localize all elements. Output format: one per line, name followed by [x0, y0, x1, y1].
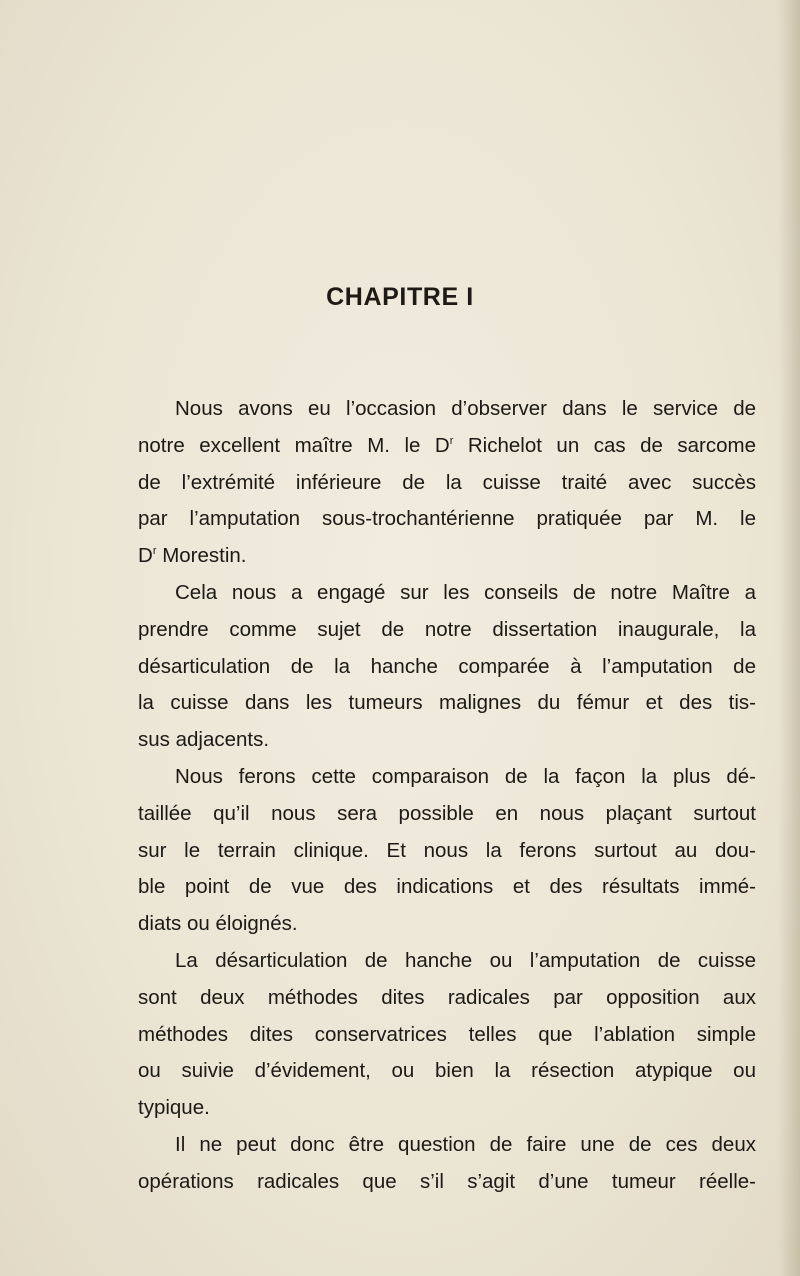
text-line: sur le terrain clinique. Et nous la ferons surtout au dou- — [138, 838, 756, 862]
text-line: sont deux méthodes dites radicales par opposition aux — [138, 985, 756, 1009]
text-line: taillée qu’il nous sera possible en nous plaçant surtout — [138, 801, 756, 825]
text-line: désarticulation de la hanche comparée à l’amputation de — [138, 654, 756, 678]
text-line: prendre comme sujet de notre dissertation inaugurale, la — [138, 617, 756, 641]
text-line: opérations radicales que s’il s’agit d’une tumeur réelle- — [138, 1169, 756, 1193]
text-line: de l’extrémité inférieure de la cuisse traité avec succès — [138, 470, 756, 494]
text-line: Nous ferons cette comparaison de la façon la plus dé- — [175, 764, 756, 788]
text-line: la cuisse dans les tumeurs malignes du fémur et des tis- — [138, 691, 756, 715]
body-text — [138, 391, 756, 1201]
chapter-title: CHAPITRE I — [326, 283, 474, 311]
page-edge-shadow — [778, 0, 800, 1276]
text-line: ble point de vue des indications et des résultats immé- — [138, 875, 756, 899]
text-line: typique. — [138, 1096, 210, 1120]
text-line: Il ne peut donc être question de faire une de ces deux — [175, 1132, 756, 1156]
text-line: Nous avons eu l’occasion d’observer dans le service de — [175, 397, 756, 420]
text-line: La désarticulation de hanche ou l’amputation de cuisse — [175, 948, 756, 972]
text-line: notre excellent maître M. le $D^r$ Richelot un cas de sarcome — [138, 433, 756, 457]
text-line: $D^r$ Morestin. — [138, 544, 247, 568]
text-line: diats ou éloignés. — [138, 912, 298, 936]
text-line: sus adjacents. — [138, 728, 270, 752]
text-line: par l’amputation sous-trochantérienne pratiquée par M. le — [138, 507, 756, 531]
text-line: méthodes dites conservatrices telles que l’ablation simple — [138, 1022, 756, 1046]
text-line: Cela nous a engagé sur les conseils de notre Maître a — [175, 580, 756, 604]
text-line: ou suivie d’évidement, ou bien la résection atypique ou — [138, 1059, 756, 1083]
